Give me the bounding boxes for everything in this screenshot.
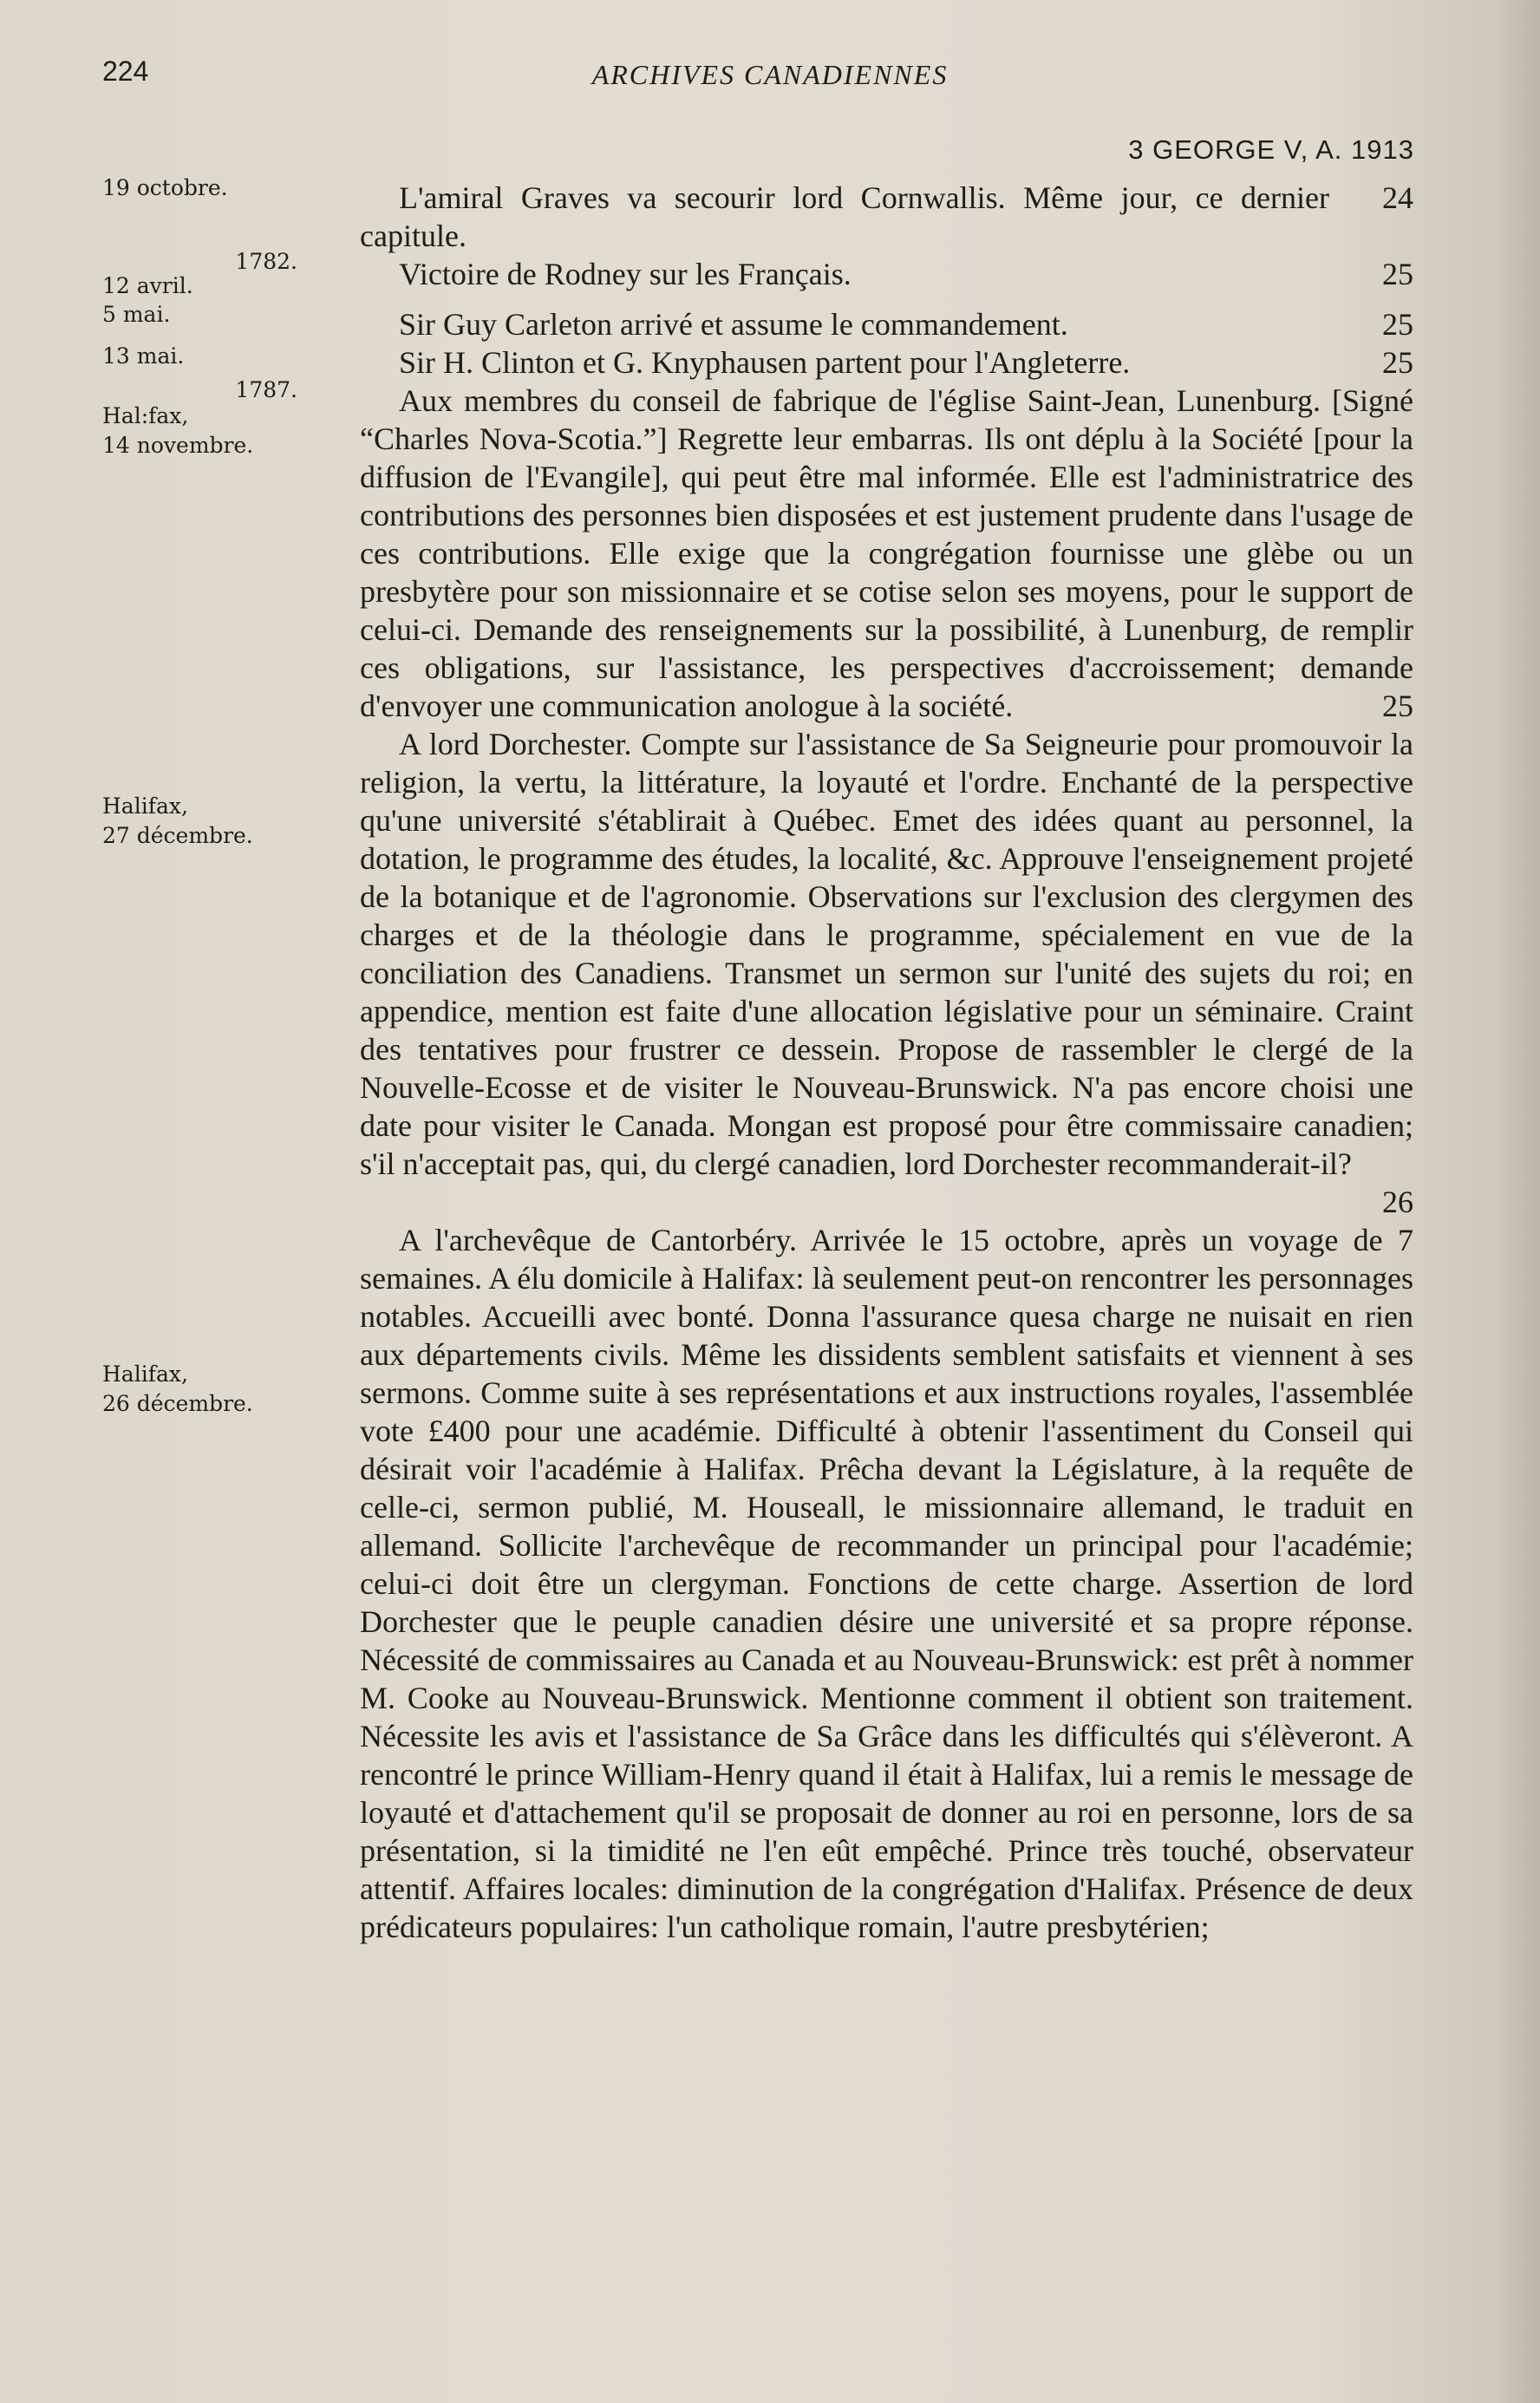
entry-text: Aux membres du conseil de fabrique de l'église Saint-Jean, Lunenburg. [Signé “Charles Nova-Scotia.”] Regrette leur embarras. Ils ont déplu à la Société [pour la diffusion de l'Evangile], qui peut être mal informée. Elle est l'administratrice des contributions des personnes bien disposées et est justement prudente dans l'usage de ces contributions. Elle exige que la congrégation fournisse une glèbe ou un presbytère pour son missionnaire et se cotise selon ses moyens, pour le support de celui-ci. Demande des renseignements sur la possibilité, à Lunenburg, de remplir ces obligations, sur l'assistance, les perspectives d'accroissement; demande d'envoyer une communication anologue à la société.	[360, 383, 1413, 723]
entry-page-ref: 26	[1382, 1185, 1413, 1219]
margin-place-date-26-decembre: Halifax, 26 décembre.	[102, 1361, 253, 1416]
entry-clinton-knyphausen	[360, 343, 1413, 382]
entry-page-ref: 25	[1382, 345, 1413, 380]
entry-page-ref: 25	[1382, 257, 1413, 291]
running-title: ARCHIVES CANADIENNES	[591, 59, 949, 90]
margin-year-1782: 1782.	[235, 249, 297, 274]
entry-page-ref: 25	[1382, 307, 1413, 342]
entry-lunenburg-conseil	[360, 382, 1413, 725]
margin-notes	[102, 0, 302, 2403]
entry-lord-dorchester	[360, 725, 1413, 1221]
entry-carleton-commandement	[360, 305, 1413, 343]
entry-page-ref: 24	[1382, 180, 1413, 215]
entry-text: Sir Guy Carleton arrivé et assume le commandement.	[399, 307, 1068, 342]
margin-place-date-27-decembre: Halifax, 27 décembre.	[102, 793, 253, 848]
page-number: 224	[102, 56, 149, 87]
margin-place-date-14-novembre: Hal:fax, 14 novembre.	[102, 403, 254, 458]
margin-date-13-mai: 13 mai.	[102, 343, 185, 369]
session-label: 3 GEORGE V, A. 1913	[1128, 134, 1414, 165]
entry-graves-cornwallis	[360, 179, 1413, 255]
margin-date-5-mai: 5 mai.	[102, 302, 171, 327]
margin-year-1787: 1787.	[235, 377, 297, 402]
entry-text: Victoire de Rodney sur les Français.	[399, 257, 852, 291]
entry-text: L'amiral Graves va secourir lord Cornwallis. Même jour, ce dernier capitule.	[360, 180, 1329, 253]
entry-rodney-victoire	[360, 255, 1413, 293]
entry-text: A l'archevêque de Cantorbéry. Arrivée le 15 octobre, après un voyage de 7 semaines. A élu domicile à Halifax: là seulement peut-on rencontrer les personnages notables. Accueilli avec bonté. Donna l'assurance quesa charge ne nuisait en rien aux départements civils. Même les dissidents semblent satisfaits et viennent à ses sermons. Comme suite à ses représentations et aux instructions royales, l'assemblée vote £400 pour une académie. Difficulté à obtenir l'assentiment du Conseil qui désirait voir l'académie à Halifax. Prêcha devant la Législature, à la requête de celle-ci, sermon publié, M. Houseall, le missionnaire allemand, le traduit en allemand. Sollicite l'archevêque de recommander un principal pour l'académie; celui-ci doit être un clergyman. Fonctions de cette charge. Assertion de lord Dorchester que le peuple canadien désire une université et sa propre réponse. Nécessité de commissaires au Canada et au Nouveau-Brunswick: est prêt à nommer M. Cooke au Nouveau-Brunswick. Mentionne comment il obtient son traitement. Nécessite les avis et l'assistance de Sa Grâce dans les difficultés qui s'élèveront. A rencontré le prince William-Henry quand il était à Halifax, lui a remis le message de loyauté et d'attachement qu'il se proposait de donner au roi en personne, lors de sa présentation, si la timidité ne l'en eût empêché. Prince très touché, observateur attentif. Affaires locales: diminution de la congrégation d'Halifax. Présence de deux prédicateurs populaires: l'un catholique romain, l'autre presbytérien;	[360, 1223, 1413, 1944]
entry-page-ref: 25	[1382, 689, 1413, 723]
entry-text: A lord Dorchester. Compte sur l'assistance de Sa Seigneurie pour promouvoir la religion, la vertu, la littérature, la loyauté et l'ordre. Enchanté de la perspective qu'une université s'établirait à Québec. Emet des idées quant au personnel, la dotation, le programme des études, la localité, &c. Approuve l'enseignement projeté de la botanique et de l'agronomie. Observations sur l'exclusion des clergymen des charges et de la théologie dans le programme, spécialement en vue de la conciliation des Canadiens. Transmet un sermon sur l'unité des sujets du roi; en appendice, mention est faite d'une allocation législative pour un séminaire. Craint des tentatives pour frustrer ce dessein. Propose de rassembler le clergé de la Nouvelle-Ecosse et de visiter le Nouveau-Brunswick. N'a pas encore choisi une date pour visiter le Canada. Mongan est proposé pour être commissaire canadien; s'il n'acceptait pas, qui, du clergé canadien, lord Dorchester recommanderait-il?	[360, 727, 1413, 1181]
entry-archeveque-cantorbery	[360, 1221, 1413, 1946]
margin-date-19-octobre: 19 octobre.	[102, 175, 228, 200]
calendar-entries	[360, 179, 1413, 1946]
entry-text: Sir H. Clinton et G. Knyphausen partent pour l'Angleterre.	[399, 345, 1131, 380]
margin-date-12-avril: 12 avril.	[102, 273, 193, 298]
